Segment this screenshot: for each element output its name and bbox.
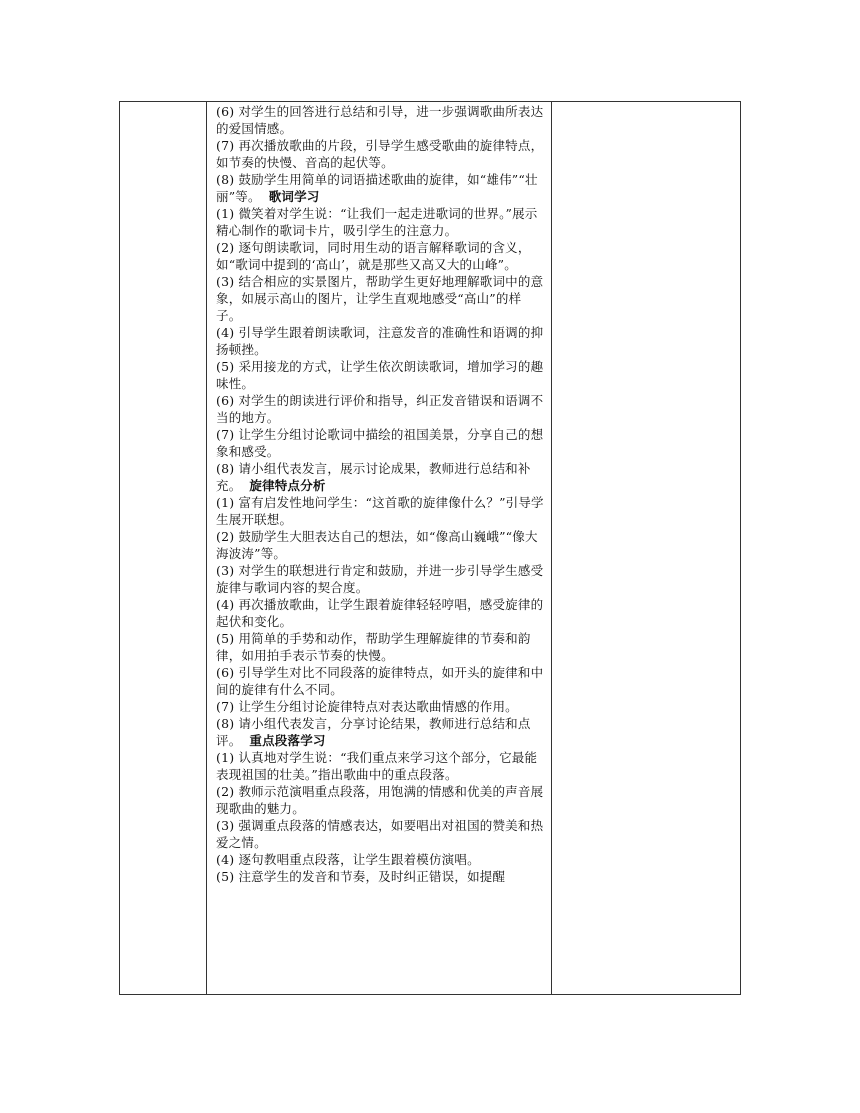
- section-heading: 重点段落学习: [249, 733, 326, 748]
- paragraph-text: (1) 微笑着对学生说：“让我们一起走进歌词的世界。”展示精心制作的歌词卡片，吸引学生的注意力。: [216, 206, 538, 238]
- lesson-paragraph: [216, 698, 544, 715]
- lesson-table: [119, 101, 741, 995]
- lesson-paragraph: [216, 562, 544, 596]
- paragraph-text: (4) 逐句教唱重点段落，让学生跟着模仿演唱。: [216, 852, 480, 867]
- lesson-paragraph: [216, 171, 544, 205]
- lesson-paragraph: [216, 358, 544, 392]
- lesson-paragraph: [216, 103, 544, 137]
- lesson-paragraph: [216, 273, 544, 324]
- paragraph-text: (5) 用简单的手势和动作，帮助学生理解旋律的节奏和韵律，如用拍手表示节奏的快慢。: [216, 631, 531, 663]
- paragraph-text: (8) 鼓励学生用简单的词语描述歌曲的旋律，如“雄伟”“壮丽”等。: [216, 172, 538, 204]
- lesson-paragraph: [216, 868, 544, 885]
- paragraph-text: (6) 引导学生对比不同段落的旋律特点，如开头的旋律和中间的旋律有什么不同。: [216, 665, 544, 697]
- paragraph-text: (4) 引导学生跟着朗读歌词，注意发音的准确性和语调的抑扬顿挫。: [216, 325, 544, 357]
- lesson-paragraph: [216, 851, 544, 868]
- paragraph-text: (4) 再次播放歌曲，让学生跟着旋律轻轻哼唱，感受旋律的起伏和变化。: [216, 597, 544, 629]
- paragraph-text: (2) 鼓励学生大胆表达自己的想法，如“像高山巍峨”“像大海波涛”等。: [216, 529, 538, 561]
- lesson-paragraph: [216, 392, 544, 426]
- lesson-paragraph: [216, 324, 544, 358]
- lesson-paragraph: [216, 494, 544, 528]
- paragraph-text: (8) 请小组代表发言，分享讨论结果，教师进行总结和点评。: [216, 716, 531, 748]
- paragraph-text: (6) 对学生的朗读进行评价和指导，纠正发音错误和语调不当的地方。: [216, 393, 544, 425]
- lesson-paragraph: [216, 715, 544, 749]
- paragraph-text: (7) 再次播放歌曲的片段，引导学生感受歌曲的旋律特点，如节奏的快慢、音高的起伏等。: [216, 138, 544, 170]
- paragraph-text: (8) 请小组代表发言，展示讨论成果，教师进行总结和补充。: [216, 461, 531, 493]
- paragraph-text: (2) 教师示范演唱重点段落，用饱满的情感和优美的声音展现歌曲的魅力。: [216, 784, 544, 816]
- section-heading: 歌词学习: [268, 189, 320, 204]
- paragraph-text: (7) 让学生分组讨论歌词中描绘的祖国美景，分享自己的想象和感受。: [216, 427, 544, 459]
- lesson-content: [216, 103, 544, 885]
- column-divider-right: [551, 102, 552, 994]
- paragraph-text: (1) 富有启发性地问学生：“这首歌的旋律像什么？”引导学生展开联想。: [216, 495, 544, 527]
- paragraph-text: (3) 结合相应的实景图片，帮助学生更好地理解歌词中的意象，如展示高山的图片，让学生直观地感受“高山”的样子。: [216, 274, 544, 323]
- paragraph-text: (5) 采用接龙的方式，让学生依次朗读歌词，增加学习的趣味性。: [216, 359, 544, 391]
- paragraph-text: (3) 对学生的联想进行肯定和鼓励，并进一步引导学生感受旋律与歌词内容的契合度。: [216, 563, 544, 595]
- lesson-paragraph: [216, 783, 544, 817]
- lesson-paragraph: [216, 664, 544, 698]
- lesson-paragraph: [216, 749, 544, 783]
- lesson-paragraph: [216, 596, 544, 630]
- paragraph-text: (2) 逐句朗读歌词，同时用生动的语言解释歌词的含义，如“歌词中提到的‘高山’，就是那些又高又大的山峰”。: [216, 240, 531, 272]
- paragraph-text: (3) 强调重点段落的情感表达，如要唱出对祖国的赞美和热爱之情。: [216, 818, 544, 850]
- lesson-paragraph: [216, 817, 544, 851]
- paragraph-text: (5) 注意学生的发音和节奏，及时纠正错误，如提醒: [216, 869, 506, 884]
- lesson-paragraph: [216, 528, 544, 562]
- section-heading: 旋律特点分析: [249, 478, 326, 493]
- column-divider-left: [206, 102, 207, 994]
- lesson-paragraph: [216, 239, 544, 273]
- paragraph-text: (7) 让学生分组讨论旋律特点对表达歌曲情感的作用。: [216, 699, 518, 714]
- lesson-paragraph: [216, 205, 544, 239]
- lesson-paragraph: [216, 460, 544, 494]
- paragraph-text: (6) 对学生的回答进行总结和引导，进一步强调歌曲所表达的爱国情感。: [216, 104, 544, 136]
- lesson-paragraph: [216, 426, 544, 460]
- lesson-paragraph: [216, 137, 544, 171]
- lesson-paragraph: [216, 630, 544, 664]
- paragraph-text: (1) 认真地对学生说：“我们重点来学习这个部分，它最能表现祖国的壮美。”指出歌曲中的重点段落。: [216, 750, 538, 782]
